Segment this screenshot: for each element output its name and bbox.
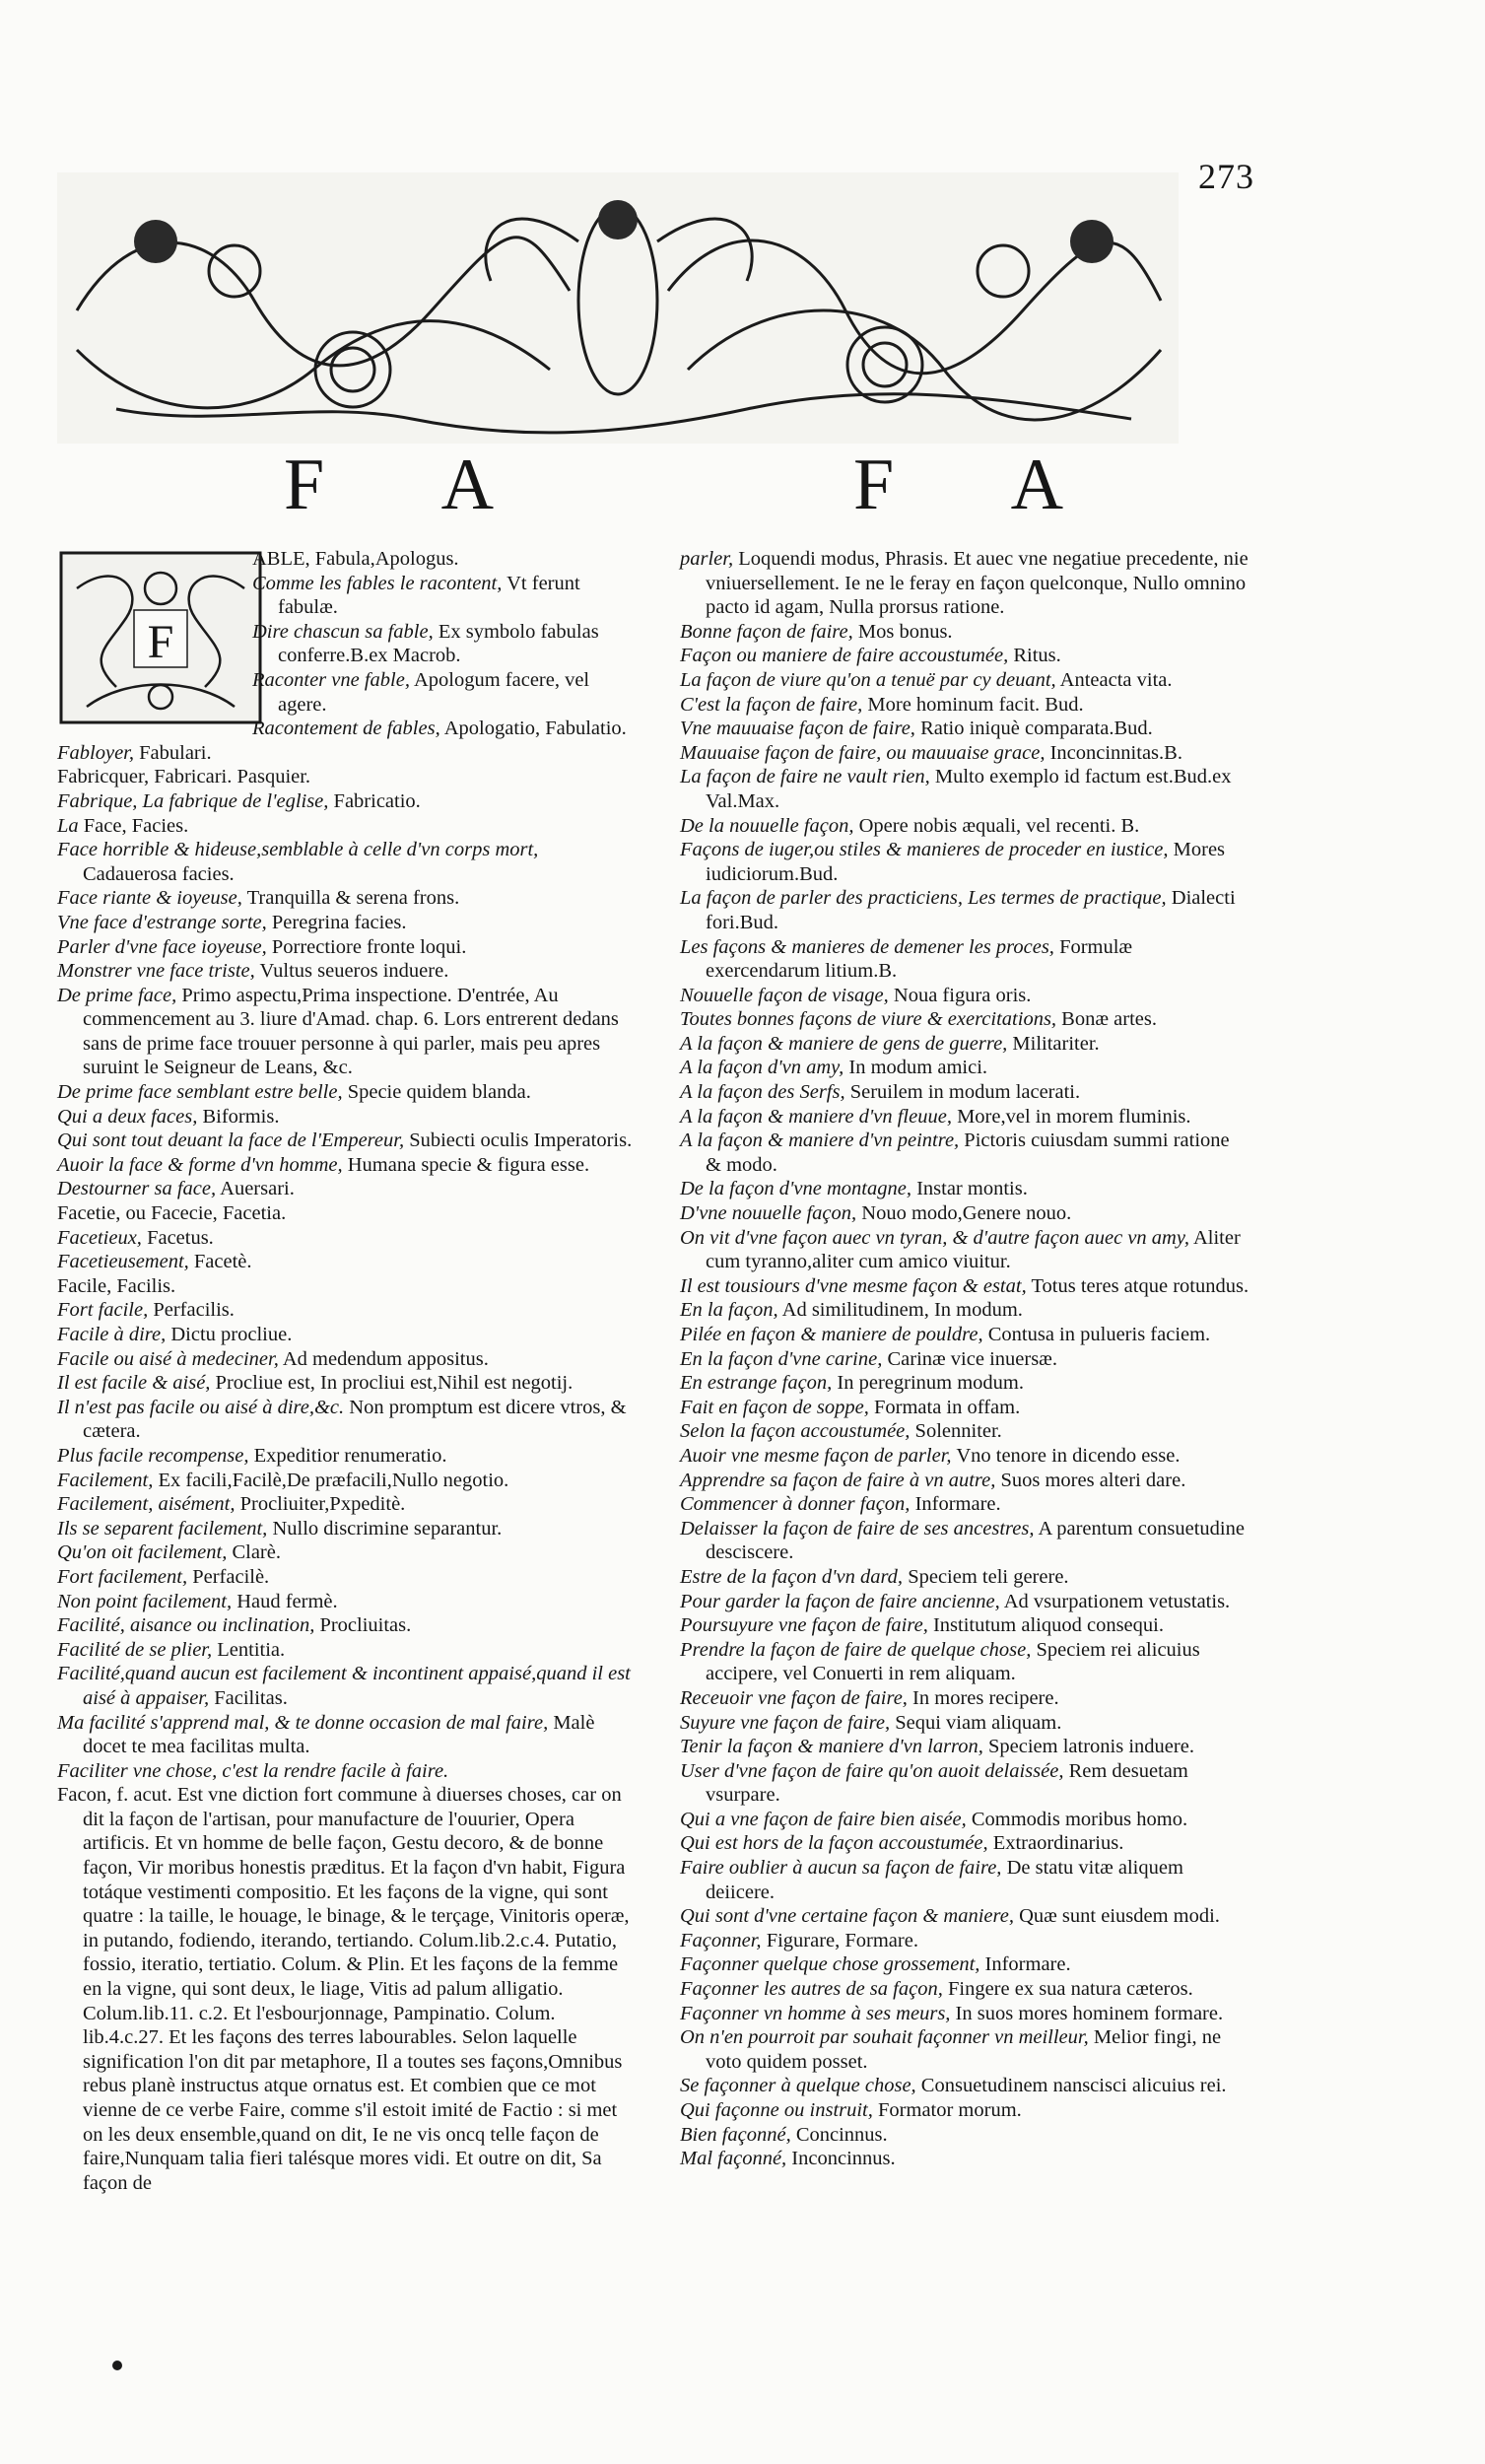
latin-equivalent: Fabricquer, Fabricari. Pasquier. [57, 766, 311, 788]
french-phrase: Ils se separent facilement, [57, 1517, 268, 1540]
dictionary-entry [57, 1371, 637, 1396]
french-phrase: Pilée en façon & maniere de pouldre, [680, 1324, 983, 1345]
dictionary-entry [680, 1201, 1249, 1226]
latin-equivalent: Procliuitas. [319, 1614, 412, 1637]
french-phrase: Plus facile recompense, [57, 1444, 249, 1467]
dictionary-entry [57, 1105, 637, 1129]
latin-equivalent: Ritus. [1013, 645, 1061, 667]
latin-equivalent: Procliue est, In procliui est,Nihil est negotij. [215, 1372, 574, 1395]
latin-equivalent: Totus teres atque rotundus. [1031, 1274, 1249, 1297]
french-phrase: Apprendre sa façon de faire à vn autre, [680, 1469, 996, 1491]
dictionary-entry [57, 1177, 637, 1201]
dictionary-entry [57, 1444, 637, 1469]
dictionary-entry [680, 1613, 1249, 1638]
dictionary-entry [680, 1929, 1249, 1953]
dictionary-entry [680, 2147, 1249, 2171]
french-phrase: Nouuelle façon de visage, [680, 984, 889, 1006]
latin-equivalent: Contusa in pulueris faciem. [987, 1324, 1211, 1345]
french-phrase: Façons de iuger,ou stiles & manieres de proceder en iustice, [680, 839, 1169, 861]
french-phrase: Racontement de fables, [252, 718, 440, 740]
dictionary-entry [680, 1056, 1249, 1080]
dictionary-entry [680, 1371, 1249, 1396]
latin-equivalent: Speciem rei alicuius accipere, vel Conuerti in rem aliquam. [706, 1638, 1200, 1685]
french-phrase: Facilité de se plier, [57, 1638, 213, 1661]
dictionary-entry [680, 814, 1249, 839]
french-phrase: Fabloyer, [57, 741, 134, 764]
french-phrase: Fait en façon de soppe, [680, 1396, 869, 1418]
latin-equivalent: Auersari. [220, 1178, 295, 1200]
latin-equivalent: Dictu procliue. [170, 1324, 293, 1345]
latin-equivalent: Apologum facere, vel agere. [278, 668, 590, 716]
latin-equivalent: Bonæ artes. [1061, 1008, 1157, 1031]
dictionary-entry [680, 2025, 1249, 2074]
latin-equivalent: Solenniter. [914, 1420, 1002, 1443]
dictionary-entry [680, 1686, 1249, 1711]
dictionary-entry [680, 935, 1249, 984]
latin-equivalent: Militariter. [1012, 1032, 1100, 1055]
french-phrase: Fort facile, [57, 1299, 149, 1322]
dictionary-entry [57, 1201, 637, 1226]
dictionary-entry [57, 838, 637, 886]
latin-equivalent: Concinnus. [795, 2123, 888, 2146]
dictionary-entry [680, 741, 1249, 766]
dictionary-entry [680, 1444, 1249, 1469]
latin-equivalent: Inconcinnitas.B. [1049, 741, 1182, 764]
latin-equivalent: Loquendi modus, Phrasis. Et auec vne negatiue precedente, nie vniuersellement. Ie ne le feray en façon quelconque, Nullo omnino pacto id agam, Nulla prorsus ratione. [706, 548, 1249, 619]
latin-equivalent: Quæ sunt eiusdem modi. [1019, 1905, 1220, 1928]
drop-cap-ornament [57, 549, 264, 726]
latin-equivalent: Informare. [914, 1493, 1001, 1516]
latin-equivalent: ABLE, Fabula,Apologus. [252, 548, 459, 570]
french-phrase: Qu'on oit facilement, [57, 1541, 228, 1564]
french-phrase: Facilité,quand aucun est facilement & incontinent appaisé,quand il est aisé à appaiser, [57, 1663, 631, 1709]
dictionary-entry [57, 1711, 637, 1759]
dictionary-entry [57, 1783, 637, 2195]
dictionary-entry [57, 741, 637, 766]
latin-equivalent: Face, Facies. [83, 814, 189, 837]
dictionary-entry [680, 717, 1249, 741]
decorative-header-ornament [57, 172, 1179, 444]
french-phrase: User d'vne façon de faire qu'on auoit delaissée, [680, 1759, 1064, 1782]
french-phrase: Facilement, [57, 1469, 154, 1491]
latin-equivalent: Figurare, Formare. [766, 1929, 918, 1951]
french-phrase: A la façon & maniere d'vn fleuue, [680, 1105, 952, 1128]
dictionary-entry [57, 1662, 637, 1710]
dictionary-entry [680, 1492, 1249, 1517]
latin-equivalent: Vultus seueros induere. [259, 960, 449, 983]
dictionary-entry [680, 886, 1249, 934]
latin-equivalent: Pictoris cuiusdam summi ratione & modo. [706, 1129, 1230, 1176]
french-phrase: Receuoir vne façon de faire, [680, 1686, 908, 1709]
running-head-right: F A [853, 445, 1115, 525]
french-phrase: La façon de faire ne vault rien, [680, 766, 930, 788]
latin-equivalent: Nouo modo,Genere nouo. [861, 1202, 1072, 1225]
dictionary-entry [57, 1347, 637, 1372]
french-phrase: Facilement, aisément, [57, 1493, 236, 1516]
french-phrase: Fort facilement, [57, 1565, 188, 1588]
dictionary-entry [680, 1347, 1249, 1372]
dictionary-entry [680, 1638, 1249, 1686]
latin-equivalent: Carinæ vice inuersæ. [887, 1347, 1057, 1370]
latin-equivalent: Speciem teli gerere. [908, 1565, 1069, 1588]
french-phrase: Façon ou maniere de faire accoustumée, [680, 645, 1009, 667]
latin-equivalent: Sequi viam aliquam. [895, 1711, 1062, 1734]
latin-equivalent: Informare. [984, 1953, 1071, 1976]
dictionary-entry [680, 1831, 1249, 1856]
dictionary-entry [57, 1517, 637, 1541]
dictionary-entry [680, 1711, 1249, 1736]
latin-equivalent: Multo exemplo id factum est.Bud.ex Val.Max. [706, 766, 1232, 812]
latin-equivalent: Ex facili,Facilè,De præfacili,Nullo negotio. [158, 1469, 509, 1491]
latin-equivalent: Mos bonus. [857, 620, 953, 643]
page-number: 273 [1198, 157, 1254, 196]
latin-equivalent: Fabulari. [139, 741, 212, 764]
dictionary-entry [57, 1226, 637, 1251]
dictionary-entry [680, 644, 1249, 668]
dictionary-entry [57, 911, 637, 935]
dictionary-entry [57, 814, 637, 839]
french-phrase: De la nouuelle façon, [680, 814, 854, 837]
latin-equivalent: Facetè. [193, 1251, 252, 1273]
french-phrase: Bien façonné, [680, 2123, 791, 2146]
french-phrase: De la façon d'vne montagne, [680, 1178, 911, 1200]
latin-equivalent: Lentitia. [217, 1638, 286, 1661]
dictionary-entry [680, 1469, 1249, 1493]
dictionary-entry [680, 1517, 1249, 1565]
latin-equivalent: Speciem latronis induere. [988, 1736, 1194, 1758]
french-phrase: Auoir vne mesme façon de parler, [680, 1444, 952, 1467]
latin-equivalent: In suos mores hominem formare. [955, 2002, 1224, 2024]
french-phrase: Comme les fables le racontent, [252, 572, 503, 594]
latin-equivalent: Commodis moribus homo. [971, 1808, 1188, 1830]
latin-equivalent: Vt ferunt fabulæ. [278, 572, 580, 619]
french-phrase: La façon de parler des practiciens, Les termes de practique, [680, 887, 1167, 910]
latin-equivalent: Apologatio, Fabulatio. [443, 718, 627, 740]
dictionary-entry [680, 2123, 1249, 2148]
dictionary-entry [57, 1323, 637, 1347]
latin-equivalent: Inconcinnus. [791, 2148, 896, 2170]
latin-equivalent: Melior fingi, ne voto quidem posset. [706, 2026, 1222, 2073]
dictionary-entry [680, 1856, 1249, 1904]
french-phrase: Dire chascun sa fable, [252, 620, 434, 643]
french-phrase: La [57, 814, 79, 837]
latin-equivalent: Peregrina facies. [271, 911, 407, 933]
dictionary-entry [680, 1298, 1249, 1323]
latin-equivalent: Formata in offam. [873, 1396, 1021, 1418]
latin-equivalent: Institutum aliquod consequi. [932, 1614, 1164, 1637]
french-phrase: Destourner sa face, [57, 1178, 217, 1200]
french-phrase: Qui sont tout deuant la face de l'Empereur, [57, 1129, 405, 1152]
dictionary-entry [680, 547, 1249, 620]
french-phrase: Vne face d'estrange sorte, [57, 911, 267, 933]
dictionary-entry [57, 1590, 637, 1614]
french-phrase: Faire oublier à aucun sa façon de faire, [680, 1857, 1002, 1880]
french-phrase: A la façon des Serfs, [680, 1081, 845, 1104]
latin-equivalent: Porrectiore fronte loqui. [271, 935, 467, 958]
french-phrase: Poursuyure vne façon de faire, [680, 1614, 928, 1637]
french-phrase: Façonner, [680, 1929, 762, 1951]
latin-equivalent: Anteacta vita. [1059, 668, 1173, 691]
dictionary-entry [680, 1977, 1249, 2002]
french-phrase: parler, [680, 548, 734, 570]
dictionary-entry [680, 1565, 1249, 1590]
french-phrase: C'est la façon de faire, [680, 693, 863, 716]
french-phrase: Facetieux, [57, 1226, 142, 1249]
french-phrase: Se façonner à quelque chose, [680, 2075, 916, 2097]
french-phrase: De prime face, [57, 984, 177, 1006]
french-phrase: Selon la façon accoustumée, [680, 1420, 911, 1443]
french-phrase: Vne mauuaise façon de faire, [680, 718, 915, 740]
french-phrase: Facile à dire, [57, 1324, 167, 1345]
french-phrase: Pour garder la façon de faire ancienne, [680, 1590, 1000, 1612]
latin-equivalent: Specie quidem blanda. [347, 1081, 531, 1104]
dictionary-entry [57, 789, 637, 814]
french-phrase: Il est facile & aisé, [57, 1372, 211, 1395]
latin-equivalent: Facon, f. acut. Est vne diction fort commune à diuerses choses, car on dit la façon de l'artisan, pour manufacture de l'ouurier, Opera artificis. Et vn homme de belle façon, Gestu decoro, & de bonne façon, Vir moribus honestis præditus. Et la façon d'vn habit, Figura totáque vestimenti compositio. Et les façons de la vigne, qui sont quatre : la taille, le houage, le binage, & le terçage, Vinitoris operæ, in putando, fodiendo, iterando, tertiando. Colum.lib.2.c.4. Putatio, fossio, iteratio, tertiatio. Colum. & Plin. Et les façons de la femme en la vigne, qui sont deux, le liage, Vitis ad palum alligatio. Colum.lib.11. c.2. Et l'esbourjonnage, Pampinatio. Colum. lib.4.c.27. Et les façons des terres labourables. Selon laquelle signification l'on dit par metaphore, Il a toutes ses façons,Omnibus rebus planè instructus atque ornatus est. Et combien que ce mot vienne de ce verbe Faire, comme s'il estoit imité de Factio : si met on les deux ensemble,quand on dit, Ie ne vis oncq telle façon de faire,Nunquam talia fieri talésque mores vidi. Et outre on dit, Sa façon de [57, 1784, 630, 2194]
latin-equivalent: Noua figura oris. [893, 984, 1032, 1006]
french-phrase: Delaisser la façon de faire de ses ancestres, [680, 1517, 1035, 1540]
dictionary-entry [57, 959, 637, 984]
dictionary-entry [57, 1153, 637, 1178]
french-phrase: Façonner les autres de sa façon, [680, 1978, 943, 2001]
french-phrase: Facile ou aisé à medeciner, [57, 1347, 279, 1370]
dictionary-entry [57, 1759, 637, 1784]
latin-equivalent: Procliuiter,Pxpeditè. [239, 1493, 406, 1516]
dictionary-entry [680, 2074, 1249, 2098]
dictionary-entry [57, 984, 637, 1080]
latin-equivalent: Suos mores alteri dare. [1000, 1469, 1186, 1491]
dictionary-entry [57, 1492, 637, 1517]
dictionary-entry [680, 693, 1249, 718]
french-phrase: Qui sont d'vne certaine façon & maniere, [680, 1905, 1014, 1928]
latin-equivalent: In peregrinum modum. [837, 1372, 1025, 1395]
dictionary-entry [57, 1565, 637, 1590]
french-phrase: Tenir la façon & maniere d'vn larron, [680, 1736, 983, 1758]
latin-equivalent: A parentum consuetudine desciscere. [706, 1517, 1245, 1564]
latin-equivalent: More,vel in morem fluminis. [957, 1105, 1191, 1128]
latin-equivalent: In mores recipere. [912, 1686, 1059, 1709]
dictionary-entry [680, 765, 1249, 813]
latin-equivalent: Clarè. [232, 1541, 281, 1564]
french-phrase: Facilité, aisance ou inclination, [57, 1614, 315, 1637]
latin-equivalent: Instar montis. [916, 1178, 1028, 1200]
latin-equivalent: Malè docet te mea facilitas multa. [83, 1711, 595, 1758]
french-phrase: Façonner quelque chose grossement, [680, 1953, 980, 1976]
latin-equivalent: Primo aspectu,Prima inspectione. D'entrée, Au commencement au 3. liure d'Amad. chap. 6. Lors entrerent dedans sans de prime face trouuer personne à qui parler, mais peu apres suruint le Seigneur de Leans, &c. [83, 984, 619, 1079]
dictionary-entry [57, 1540, 637, 1565]
right-column [680, 547, 1249, 2171]
dictionary-entry [680, 1323, 1249, 1347]
dictionary-entry [680, 1007, 1249, 1032]
latin-equivalent: Aliter cum tyranno,aliter cum amico viuitur. [706, 1226, 1241, 1273]
french-phrase: En la façon d'vne carine, [680, 1347, 883, 1370]
latin-equivalent: Non promptum est dicere vtros, & cætera. [83, 1396, 627, 1443]
latin-equivalent: Mores iudiciorum.Bud. [706, 839, 1226, 885]
french-phrase: Face riante & ioyeuse, [57, 887, 242, 910]
latin-equivalent: Consuetudinem nanscisci alicuius rei. [920, 2075, 1227, 2097]
dictionary-entry [680, 1590, 1249, 1614]
latin-equivalent: Rem desuetam vsurpare. [706, 1759, 1188, 1807]
dictionary-entry [680, 984, 1249, 1008]
french-phrase: Façonner vn homme à ses meurs, [680, 2002, 951, 2024]
dictionary-entry [680, 1226, 1249, 1274]
french-phrase: Commencer à donner façon, [680, 1493, 911, 1516]
dictionary-entry [57, 1274, 637, 1299]
latin-equivalent: Extraordinarius. [992, 1832, 1124, 1855]
latin-equivalent: Expeditior renumeratio. [253, 1444, 447, 1467]
latin-equivalent: Haud fermè. [236, 1590, 338, 1612]
latin-equivalent: Facetie, ou Facecie, Facetia. [57, 1202, 287, 1225]
french-phrase: Les façons & manieres de demener les proces, [680, 935, 1054, 958]
dictionary-entry [57, 1298, 637, 1323]
dictionary-entry [680, 1952, 1249, 1977]
french-phrase: En estrange façon, [680, 1372, 833, 1395]
dictionary-entry [680, 2002, 1249, 2026]
french-phrase: D'vne nouuelle façon, [680, 1202, 857, 1225]
latin-equivalent: De statu vitæ aliquem deiicere. [706, 1857, 1183, 1903]
dictionary-entry [57, 1396, 637, 1444]
french-phrase: Ma facilité s'apprend mal, & te donne occasion de mal faire, [57, 1711, 549, 1734]
latin-equivalent: Ad similitudinem, In modum. [781, 1299, 1023, 1322]
latin-equivalent: Cadauerosa facies. [83, 862, 235, 885]
french-phrase: Mal façonné, [680, 2148, 787, 2170]
french-phrase: Suyure vne façon de faire, [680, 1711, 891, 1734]
dictionary-entry [57, 886, 637, 911]
french-phrase: Non point facilement, [57, 1590, 233, 1612]
french-phrase: La façon de viure qu'on a tenuë par cy deuant, [680, 668, 1056, 691]
dictionary-entry [57, 1129, 637, 1153]
french-phrase: Facetieusement, [57, 1251, 189, 1273]
french-phrase: A la façon d'vn amy, [680, 1057, 844, 1079]
french-phrase: Fabrique, La fabrique de l'eglise, [57, 789, 329, 812]
french-phrase: On n'en pourroit par souhait façonner vn meilleur, [680, 2026, 1089, 2049]
dictionary-entry [57, 765, 637, 789]
french-phrase: Monstrer vne face triste, [57, 960, 255, 983]
french-phrase: Faciliter vne chose, c'est la rendre facile à faire. [57, 1759, 449, 1782]
dictionary-entry [680, 668, 1249, 693]
french-phrase: A la façon & maniere de gens de guerre, [680, 1032, 1008, 1055]
french-phrase: Toutes bonnes façons de viure & exercitations, [680, 1008, 1057, 1031]
dictionary-entry [57, 935, 637, 960]
dictionary-entry [680, 1419, 1249, 1444]
dictionary-entry [680, 620, 1249, 645]
latin-equivalent: Perfacilis. [153, 1299, 235, 1322]
dictionary-entry [680, 1396, 1249, 1420]
latin-equivalent: Humana specie & figura esse. [347, 1153, 590, 1176]
latin-equivalent: Ad vsurpationem vetustatis. [1003, 1590, 1231, 1612]
dictionary-entry [680, 838, 1249, 886]
dictionary-entry [57, 1250, 637, 1274]
dictionary-entry [57, 1469, 637, 1493]
latin-equivalent: In modum amici. [848, 1057, 988, 1079]
french-phrase: Face horrible & hideuse,semblable à celle d'vn corps mort, [57, 839, 539, 861]
latin-equivalent: Vno tenore in dicendo esse. [956, 1444, 1181, 1467]
french-phrase: Mauuaise façon de faire, ou mauuaise grace, [680, 741, 1046, 764]
latin-equivalent: Nullo discrimine separantur. [272, 1517, 503, 1540]
latin-equivalent: More hominum facit. Bud. [867, 693, 1084, 716]
dictionary-entry [680, 1274, 1249, 1299]
dictionary-entry [57, 1638, 637, 1663]
latin-equivalent: Formator morum. [878, 2099, 1022, 2121]
french-phrase: Qui façonne ou instruit, [680, 2099, 873, 2121]
french-phrase: Estre de la façon d'vn dard, [680, 1565, 904, 1588]
dictionary-entry [680, 1105, 1249, 1129]
french-phrase: Il est tousiours d'vne mesme façon & estat, [680, 1274, 1027, 1297]
dictionary-entry [680, 1759, 1249, 1808]
dictionary-entry [680, 1032, 1249, 1057]
latin-equivalent: Fingere ex sua natura cæteros. [947, 1978, 1193, 2001]
dictionary-entry [680, 2098, 1249, 2123]
latin-equivalent: Facile, Facilis. [57, 1274, 176, 1297]
latin-equivalent: Ad medendum appositus. [282, 1347, 489, 1370]
french-phrase: Il n'est pas facile ou aisé à dire,&c. [57, 1396, 345, 1418]
latin-equivalent: Tranquilla & serena frons. [246, 887, 460, 910]
latin-equivalent: Facilitas. [214, 1686, 288, 1709]
latin-equivalent: Fabricatio. [333, 789, 421, 812]
dictionary-entry [680, 1735, 1249, 1759]
drop-cap-letter: F [147, 616, 174, 668]
french-phrase: Qui a deux faces, [57, 1105, 198, 1128]
french-phrase: On vit d'vne façon auec vn tyran, & d'autre façon auec vn amy, [680, 1226, 1189, 1249]
dictionary-entry [680, 1080, 1249, 1105]
french-phrase: A la façon & maniere d'vn peintre, [680, 1129, 960, 1152]
french-phrase: Prendre la façon de faire de quelque chose, [680, 1638, 1032, 1661]
latin-equivalent: Subiecti oculis Imperatoris. [409, 1129, 633, 1152]
french-phrase: Raconter vne fable, [252, 668, 410, 691]
latin-equivalent: Seruilem in modum lacerati. [849, 1081, 1081, 1104]
french-phrase: De prime face semblant estre belle, [57, 1081, 343, 1104]
latin-equivalent: Dialecti fori.Bud. [706, 887, 1236, 933]
french-phrase: En la façon, [680, 1299, 778, 1322]
running-head-left: F A [284, 445, 546, 525]
dictionary-entry [57, 1613, 637, 1638]
latin-equivalent: Biformis. [202, 1105, 280, 1128]
latin-equivalent: Formulæ exercendarum litium.B. [706, 935, 1133, 983]
dictionary-entry [57, 1080, 637, 1105]
left-column [57, 547, 637, 2195]
latin-equivalent: Ex symbolo fabulas conferre.B.ex Macrob. [278, 620, 599, 667]
dictionary-entry [680, 1129, 1249, 1177]
latin-equivalent: Opere nobis æquali, vel recenti. B. [858, 814, 1140, 837]
dictionary-entry [680, 1808, 1249, 1832]
ink-spot [112, 2361, 122, 2370]
french-phrase: Qui a vne façon de faire bien aisée, [680, 1808, 967, 1830]
french-phrase: Qui est hors de la façon accoustumée, [680, 1832, 988, 1855]
french-phrase: Parler d'vne face ioyeuse, [57, 935, 267, 958]
french-phrase: Bonne façon de faire, [680, 620, 853, 643]
latin-equivalent: Ratio iniquè comparata.Bud. [920, 718, 1153, 740]
french-phrase: Auoir la face & forme d'vn homme, [57, 1153, 343, 1176]
dictionary-entry [680, 1904, 1249, 1929]
latin-equivalent: Facetus. [147, 1226, 214, 1249]
dictionary-entry [680, 1177, 1249, 1201]
latin-equivalent: Perfacilè. [192, 1565, 270, 1588]
